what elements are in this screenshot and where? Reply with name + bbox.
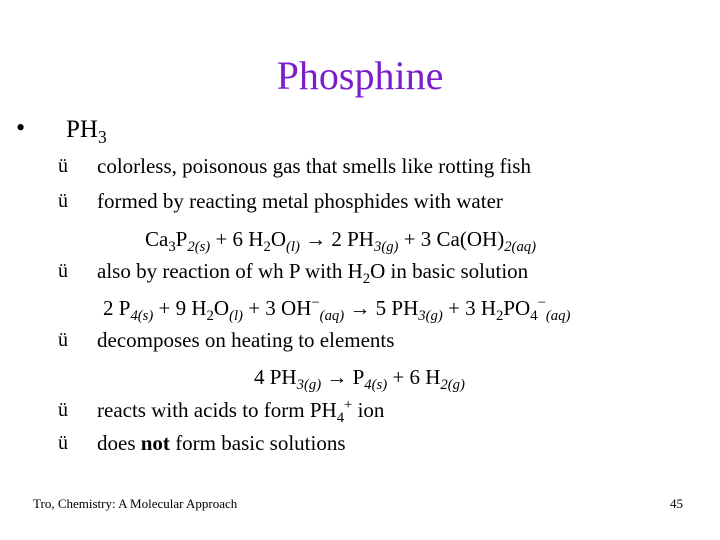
check-mark-icon: ü [58,190,68,212]
bullet-marker: • [16,113,26,142]
footer-citation: Tro, Chemistry: A Molecular Approach [33,496,238,511]
equation: 4 $PH_{3(g)} \to P_{4(s)} + 6$ $H_{2(g)}$ [254,365,465,394]
check-mark-icon: ü [58,155,68,177]
list-item: colorless, poisonous gas that smells like rotting fish [97,154,531,178]
list-item: formed by reacting metal phosphides with water [97,189,503,213]
check-mark-icon: ü [58,260,68,282]
equation: 2 $P_{4(s)} + 9$ $H_2O_{(l)} + 3$ $OH^-_{(aq)} \to 5$ $PH_{3(g)} + 3$ $H_2PO_4^-_{(aq)}$ [103,294,571,325]
check-mark-icon: ü [58,329,68,351]
list-item: does not form basic solutions [97,431,346,455]
main-bullet-text: $PH_3$ [66,116,107,148]
page-number: 45 [670,496,683,511]
list-item: also by reaction of wh P with $H_2O$ in basic solution [97,259,529,288]
list-item: reacts with acids to form $PH_4^+$ ion [97,396,385,427]
list-item: decomposes on heating to elements [97,328,395,352]
check-mark-icon: ü [58,399,68,421]
slide-title: Phosphine [276,53,444,98]
equation: $Ca_3P_{2(s)} + 6$ $H_2O_{(l)} \to 2$ $PH_{3(g)} + 3$ $Ca(OH)_{2(aq)}$ [145,227,537,256]
check-mark-icon: ü [58,432,68,454]
